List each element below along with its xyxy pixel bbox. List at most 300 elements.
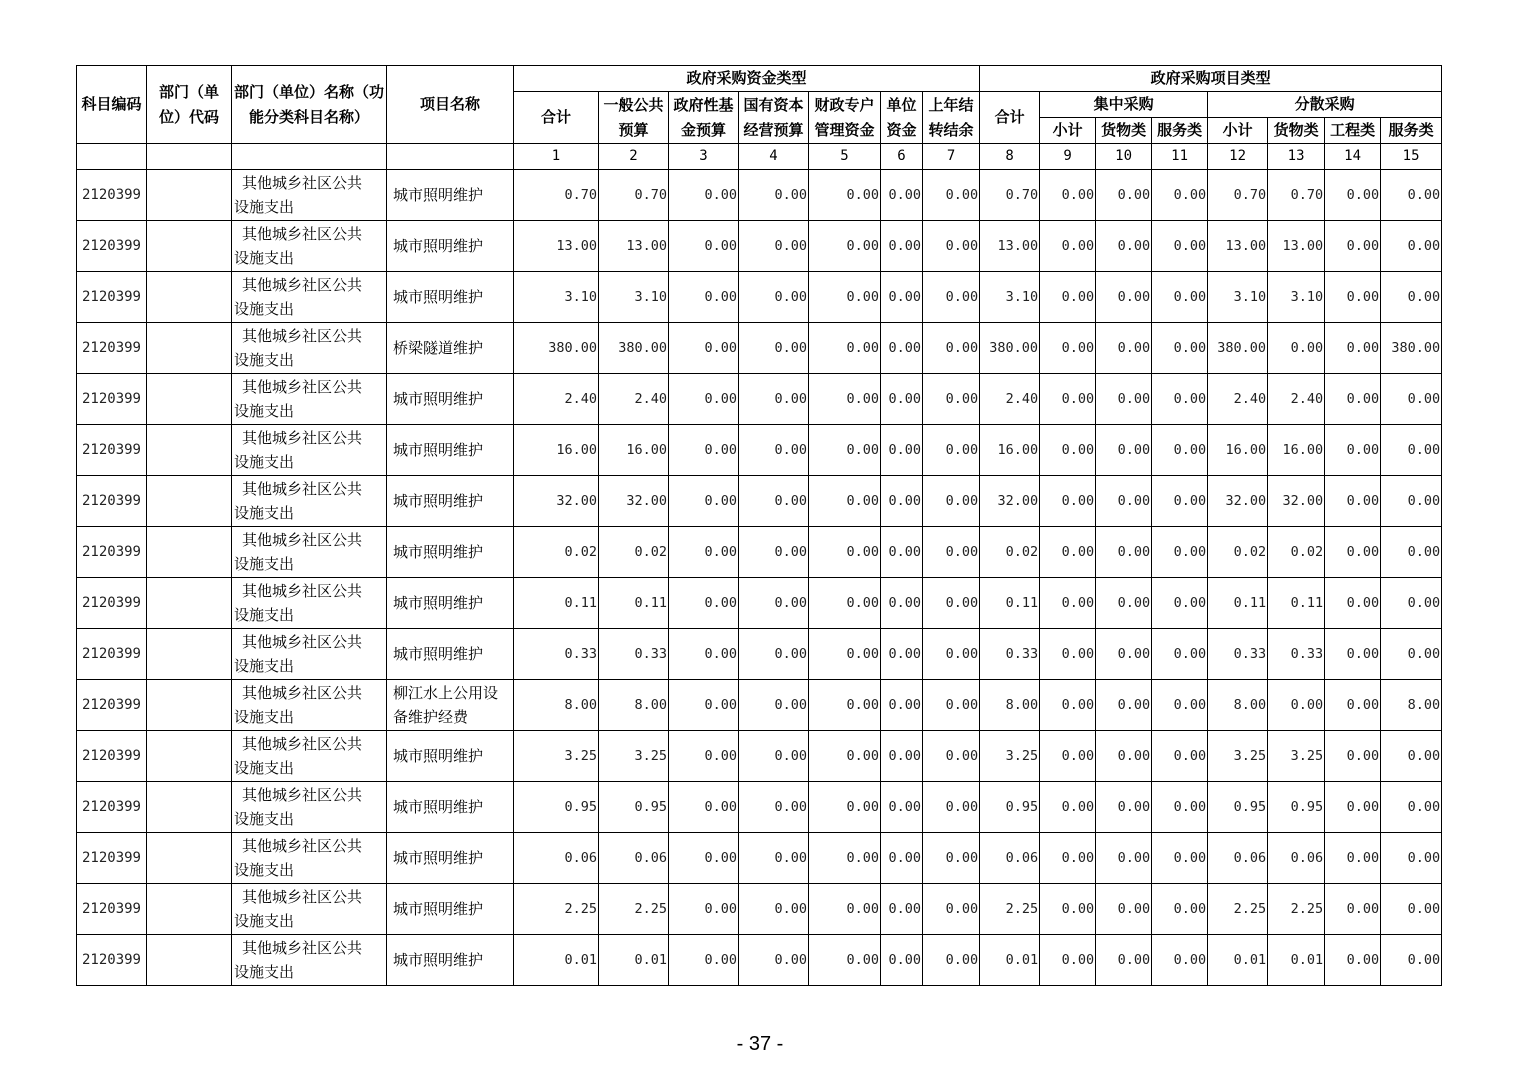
cell-subject-code: 2120399: [77, 578, 147, 629]
cell-value-col-12: 13.00: [1208, 221, 1268, 272]
cell-value-col-2: 3.25: [599, 731, 669, 782]
header-carryover: 上年结转结余: [923, 92, 980, 144]
column-number: 14: [1325, 144, 1381, 170]
cell-value-col-10: 0.00: [1096, 731, 1152, 782]
cell-dept-code: [147, 425, 232, 476]
cell-value-col-12: 0.70: [1208, 170, 1268, 221]
cell-value-col-13: 0.06: [1268, 833, 1325, 884]
cell-value-col-10: 0.00: [1096, 833, 1152, 884]
cell-value-col-12: 16.00: [1208, 425, 1268, 476]
cell-subject-code: 2120399: [77, 884, 147, 935]
cell-value-col-6: 0.00: [881, 272, 923, 323]
cell-value-col-5: 0.00: [809, 323, 881, 374]
table-body: [77, 170, 1442, 986]
cell-project-name: 城市照明维护: [387, 833, 514, 884]
cell-value-col-9: 0.00: [1040, 221, 1096, 272]
cell-value-col-11: 0.00: [1152, 221, 1208, 272]
cell-value-col-2: 0.11: [599, 578, 669, 629]
cell-value-col-11: 0.00: [1152, 629, 1208, 680]
cell-value-col-2: 13.00: [599, 221, 669, 272]
cell-value-col-14: 0.00: [1325, 731, 1381, 782]
page-number: - 37 -: [736, 1033, 784, 1055]
cell-value-col-9: 0.00: [1040, 884, 1096, 935]
cell-project-name: 城市照明维护: [387, 374, 514, 425]
cell-value-col-14: 0.00: [1325, 578, 1381, 629]
cell-value-col-8: 0.70: [980, 170, 1040, 221]
cell-dept-name-line2: 设施支出: [234, 810, 295, 828]
cell-value-col-3: 0.00: [669, 323, 739, 374]
table-header: [77, 66, 1442, 170]
cell-dept-code: [147, 680, 232, 731]
cell-dept-name: [232, 527, 387, 578]
cell-value-col-8: 3.10: [980, 272, 1040, 323]
cell-value-col-3: 0.00: [669, 170, 739, 221]
header-fund-type-group: 政府采购资金类型: [514, 66, 980, 92]
cell-value-col-1: 2.40: [514, 374, 599, 425]
cell-value-col-11: 0.00: [1152, 425, 1208, 476]
header-subject-code: 科目编码: [77, 66, 147, 144]
cell-value-col-3: 0.00: [669, 374, 739, 425]
cell-dept-name-line1: 其他城乡社区公共: [242, 582, 363, 600]
cell-value-col-13: 0.70: [1268, 170, 1325, 221]
cell-subject-code: 2120399: [77, 221, 147, 272]
cell-dept-name: [232, 476, 387, 527]
cell-dept-code: [147, 374, 232, 425]
cell-value-col-13: 0.00: [1268, 323, 1325, 374]
header-decentralized-group: 分散采购: [1208, 92, 1442, 118]
cell-value-col-2: 0.95: [599, 782, 669, 833]
cell-project-name: 城市照明维护: [387, 272, 514, 323]
cell-value-col-6: 0.00: [881, 884, 923, 935]
cell-project-name: 城市照明维护: [387, 629, 514, 680]
cell-value-col-9: 0.00: [1040, 476, 1096, 527]
cell-value-col-4: 0.00: [739, 833, 809, 884]
cell-value-col-15: 380.00: [1381, 323, 1442, 374]
cell-project-name: 城市照明维护: [387, 221, 514, 272]
cell-value-col-12: 3.25: [1208, 731, 1268, 782]
cell-value-col-1: 2.25: [514, 884, 599, 935]
cell-value-col-2: 0.06: [599, 833, 669, 884]
cell-value-col-8: 2.25: [980, 884, 1040, 935]
cell-value-col-4: 0.00: [739, 884, 809, 935]
cell-value-col-9: 0.00: [1040, 935, 1096, 986]
cell-value-col-5: 0.00: [809, 578, 881, 629]
cell-value-col-10: 0.00: [1096, 527, 1152, 578]
cell-value-col-5: 0.00: [809, 935, 881, 986]
cell-value-col-12: 8.00: [1208, 680, 1268, 731]
header-centralized-goods: 货物类: [1096, 118, 1152, 144]
cell-dept-name-line1: 其他城乡社区公共: [242, 327, 363, 345]
cell-value-col-15: 0.00: [1381, 884, 1442, 935]
cell-value-col-11: 0.00: [1152, 476, 1208, 527]
header-dept-name: 部门（单位）名称（功能分类科目名称）: [232, 66, 387, 144]
cell-dept-name-line1: 其他城乡社区公共: [242, 378, 363, 396]
table-row: [77, 323, 1442, 374]
cell-value-col-14: 0.00: [1325, 374, 1381, 425]
cell-value-col-8: 0.06: [980, 833, 1040, 884]
cell-value-col-3: 0.00: [669, 476, 739, 527]
cell-subject-code: 2120399: [77, 935, 147, 986]
cell-dept-code: [147, 221, 232, 272]
header-decentralized-works: 工程类: [1325, 118, 1381, 144]
cell-value-col-11: 0.00: [1152, 527, 1208, 578]
cell-value-col-4: 0.00: [739, 731, 809, 782]
column-number: 6: [881, 144, 923, 170]
cell-dept-name-line1: 其他城乡社区公共: [242, 225, 363, 243]
cell-dept-name-line2: 设施支出: [234, 555, 295, 573]
cell-subject-code: 2120399: [77, 680, 147, 731]
cell-dept-code: [147, 476, 232, 527]
cell-dept-code: [147, 629, 232, 680]
cell-value-col-3: 0.00: [669, 782, 739, 833]
cell-value-col-10: 0.00: [1096, 221, 1152, 272]
cell-value-col-9: 0.00: [1040, 833, 1096, 884]
cell-value-col-9: 0.00: [1040, 527, 1096, 578]
cell-project-name: 城市照明维护: [387, 578, 514, 629]
cell-value-col-2: 3.10: [599, 272, 669, 323]
cell-value-col-1: 13.00: [514, 221, 599, 272]
cell-value-col-2: 8.00: [599, 680, 669, 731]
cell-value-col-15: 8.00: [1381, 680, 1442, 731]
table-row: [77, 629, 1442, 680]
cell-value-col-12: 0.33: [1208, 629, 1268, 680]
cell-dept-code: [147, 935, 232, 986]
cell-value-col-7: 0.00: [923, 323, 980, 374]
cell-value-col-14: 0.00: [1325, 680, 1381, 731]
cell-value-col-6: 0.00: [881, 425, 923, 476]
cell-value-col-3: 0.00: [669, 680, 739, 731]
cell-dept-code: [147, 170, 232, 221]
cell-value-col-14: 0.00: [1325, 884, 1381, 935]
cell-value-col-6: 0.00: [881, 731, 923, 782]
cell-value-col-1: 3.10: [514, 272, 599, 323]
cell-value-col-15: 0.00: [1381, 731, 1442, 782]
header-centralized-services: 服务类: [1152, 118, 1208, 144]
cell-value-col-14: 0.00: [1325, 782, 1381, 833]
header-project-name: 项目名称: [387, 66, 514, 144]
cell-value-col-10: 0.00: [1096, 680, 1152, 731]
cell-value-col-1: 380.00: [514, 323, 599, 374]
cell-value-col-5: 0.00: [809, 731, 881, 782]
cell-dept-name-line2: 设施支出: [234, 198, 295, 216]
cell-value-col-15: 0.00: [1381, 221, 1442, 272]
cell-value-col-4: 0.00: [739, 272, 809, 323]
table-row: [77, 680, 1442, 731]
cell-value-col-5: 0.00: [809, 884, 881, 935]
cell-dept-name: [232, 935, 387, 986]
cell-value-col-13: 0.11: [1268, 578, 1325, 629]
cell-value-col-6: 0.00: [881, 782, 923, 833]
cell-value-col-12: 0.02: [1208, 527, 1268, 578]
cell-dept-name-line1: 其他城乡社区公共: [242, 837, 363, 855]
cell-dept-name-line1: 其他城乡社区公共: [242, 735, 363, 753]
cell-dept-name-line2: 设施支出: [234, 861, 295, 879]
cell-value-col-13: 0.33: [1268, 629, 1325, 680]
column-number: 1: [514, 144, 599, 170]
cell-value-col-14: 0.00: [1325, 476, 1381, 527]
cell-value-col-2: 32.00: [599, 476, 669, 527]
cell-value-col-5: 0.00: [809, 476, 881, 527]
table-row: [77, 425, 1442, 476]
cell-value-col-4: 0.00: [739, 782, 809, 833]
cell-value-col-15: 0.00: [1381, 782, 1442, 833]
column-number: 13: [1268, 144, 1325, 170]
cell-value-col-6: 0.00: [881, 935, 923, 986]
cell-value-col-14: 0.00: [1325, 527, 1381, 578]
cell-value-col-10: 0.00: [1096, 782, 1152, 833]
cell-value-col-14: 0.00: [1325, 221, 1381, 272]
cell-value-col-6: 0.00: [881, 629, 923, 680]
cell-subject-code: 2120399: [77, 374, 147, 425]
cell-dept-name-line1: 其他城乡社区公共: [242, 633, 363, 651]
cell-value-col-9: 0.00: [1040, 578, 1096, 629]
cell-value-col-15: 0.00: [1381, 935, 1442, 986]
table-row: [77, 935, 1442, 986]
cell-value-col-12: 32.00: [1208, 476, 1268, 527]
cell-value-col-7: 0.00: [923, 374, 980, 425]
cell-project-name: 城市照明维护: [387, 425, 514, 476]
cell-subject-code: 2120399: [77, 323, 147, 374]
cell-value-col-8: 0.01: [980, 935, 1040, 986]
header-general-budget: 一般公共预算: [599, 92, 669, 144]
cell-value-col-9: 0.00: [1040, 425, 1096, 476]
cell-value-col-2: 380.00: [599, 323, 669, 374]
cell-value-col-13: 16.00: [1268, 425, 1325, 476]
cell-value-col-11: 0.00: [1152, 272, 1208, 323]
cell-subject-code: 2120399: [77, 782, 147, 833]
cell-value-col-4: 0.00: [739, 629, 809, 680]
cell-value-col-12: 0.01: [1208, 935, 1268, 986]
header-decentralized-services: 服务类: [1381, 118, 1442, 144]
cell-dept-name-line2: 设施支出: [234, 708, 295, 726]
cell-value-col-7: 0.00: [923, 782, 980, 833]
cell-value-col-5: 0.00: [809, 272, 881, 323]
table-row: [77, 374, 1442, 425]
cell-project-name: 城市照明维护: [387, 782, 514, 833]
cell-value-col-13: 2.40: [1268, 374, 1325, 425]
header-decentralized-subtotal: 小计: [1208, 118, 1268, 144]
cell-value-col-10: 0.00: [1096, 884, 1152, 935]
cell-value-col-6: 0.00: [881, 221, 923, 272]
cell-value-col-7: 0.00: [923, 935, 980, 986]
cell-project-name: 城市照明维护: [387, 527, 514, 578]
cell-value-col-9: 0.00: [1040, 731, 1096, 782]
cell-value-col-11: 0.00: [1152, 323, 1208, 374]
header-project-type-group: 政府采购项目类型: [980, 66, 1442, 92]
cell-value-col-4: 0.00: [739, 578, 809, 629]
cell-value-col-4: 0.00: [739, 476, 809, 527]
cell-dept-name-line1: 其他城乡社区公共: [242, 888, 363, 906]
cell-dept-name-line2: 设施支出: [234, 351, 295, 369]
cell-value-col-6: 0.00: [881, 578, 923, 629]
cell-value-col-10: 0.00: [1096, 425, 1152, 476]
cell-dept-code: [147, 272, 232, 323]
cell-value-col-9: 0.00: [1040, 782, 1096, 833]
cell-value-col-3: 0.00: [669, 527, 739, 578]
cell-dept-name: [232, 170, 387, 221]
cell-value-col-9: 0.00: [1040, 629, 1096, 680]
cell-value-col-5: 0.00: [809, 680, 881, 731]
cell-value-col-12: 0.06: [1208, 833, 1268, 884]
column-number: 10: [1096, 144, 1152, 170]
cell-value-col-6: 0.00: [881, 170, 923, 221]
cell-value-col-1: 0.02: [514, 527, 599, 578]
cell-value-col-1: 3.25: [514, 731, 599, 782]
cell-value-col-9: 0.00: [1040, 374, 1096, 425]
cell-value-col-12: 0.95: [1208, 782, 1268, 833]
cell-dept-name-line2: 设施支出: [234, 657, 295, 675]
cell-value-col-7: 0.00: [923, 578, 980, 629]
cell-dept-code: [147, 527, 232, 578]
cell-value-col-3: 0.00: [669, 731, 739, 782]
cell-project-name: 城市照明维护: [387, 731, 514, 782]
cell-subject-code: 2120399: [77, 833, 147, 884]
cell-dept-code: [147, 884, 232, 935]
cell-value-col-4: 0.00: [739, 425, 809, 476]
header-fund-total: 合计: [514, 92, 599, 144]
cell-value-col-7: 0.00: [923, 425, 980, 476]
cell-dept-name-line1: 其他城乡社区公共: [242, 939, 363, 957]
cell-dept-code: [147, 323, 232, 374]
header-unit-funds: 单位资金: [881, 92, 923, 144]
cell-dept-name: [232, 629, 387, 680]
header-number-blank: [232, 144, 387, 170]
cell-dept-name: [232, 782, 387, 833]
cell-value-col-13: 0.95: [1268, 782, 1325, 833]
cell-value-col-8: 32.00: [980, 476, 1040, 527]
cell-dept-name-line1: 其他城乡社区公共: [242, 684, 363, 702]
cell-dept-name-line2: 设施支出: [234, 504, 295, 522]
cell-value-col-13: 0.01: [1268, 935, 1325, 986]
header-number-blank: [77, 144, 147, 170]
cell-dept-name-line2: 设施支出: [234, 249, 295, 267]
cell-value-col-1: 0.11: [514, 578, 599, 629]
cell-value-col-4: 0.00: [739, 935, 809, 986]
cell-value-col-10: 0.00: [1096, 170, 1152, 221]
column-number: 11: [1152, 144, 1208, 170]
cell-dept-name-line1: 其他城乡社区公共: [242, 429, 363, 447]
cell-value-col-6: 0.00: [881, 527, 923, 578]
cell-subject-code: 2120399: [77, 476, 147, 527]
cell-value-col-8: 0.95: [980, 782, 1040, 833]
cell-value-col-6: 0.00: [881, 680, 923, 731]
cell-value-col-15: 0.00: [1381, 578, 1442, 629]
cell-value-col-10: 0.00: [1096, 476, 1152, 527]
cell-value-col-7: 0.00: [923, 731, 980, 782]
header-gov-fund-budget: 政府性基金预算: [669, 92, 739, 144]
header-column-numbers: [77, 144, 1442, 170]
column-number: 3: [669, 144, 739, 170]
cell-project-name: 城市照明维护: [387, 170, 514, 221]
cell-value-col-15: 0.00: [1381, 170, 1442, 221]
cell-subject-code: 2120399: [77, 425, 147, 476]
cell-value-col-15: 0.00: [1381, 833, 1442, 884]
cell-value-col-14: 0.00: [1325, 629, 1381, 680]
cell-value-col-15: 0.00: [1381, 425, 1442, 476]
cell-value-col-10: 0.00: [1096, 272, 1152, 323]
cell-value-col-8: 16.00: [980, 425, 1040, 476]
cell-value-col-8: 380.00: [980, 323, 1040, 374]
cell-value-col-13: 3.10: [1268, 272, 1325, 323]
cell-value-col-12: 0.11: [1208, 578, 1268, 629]
cell-value-col-3: 0.00: [669, 629, 739, 680]
header-state-capital-budget: 国有资本经营预算: [739, 92, 809, 144]
cell-value-col-11: 0.00: [1152, 680, 1208, 731]
cell-value-col-4: 0.00: [739, 221, 809, 272]
cell-value-col-8: 3.25: [980, 731, 1040, 782]
cell-value-col-11: 0.00: [1152, 884, 1208, 935]
cell-value-col-3: 0.00: [669, 425, 739, 476]
table-row: [77, 272, 1442, 323]
header-fiscal-account-funds: 财政专户管理资金: [809, 92, 881, 144]
cell-dept-code: [147, 833, 232, 884]
header-centralized-subtotal: 小计: [1040, 118, 1096, 144]
cell-project-name: 城市照明维护: [387, 935, 514, 986]
cell-dept-name: [232, 680, 387, 731]
cell-subject-code: 2120399: [77, 272, 147, 323]
cell-dept-code: [147, 578, 232, 629]
cell-dept-name: [232, 425, 387, 476]
cell-value-col-10: 0.00: [1096, 629, 1152, 680]
cell-value-col-2: 0.70: [599, 170, 669, 221]
cell-value-col-5: 0.00: [809, 833, 881, 884]
cell-dept-name: [232, 884, 387, 935]
column-number: 2: [599, 144, 669, 170]
table-row: [77, 578, 1442, 629]
cell-value-col-7: 0.00: [923, 476, 980, 527]
cell-dept-name-line2: 设施支出: [234, 912, 295, 930]
cell-value-col-14: 0.00: [1325, 425, 1381, 476]
cell-subject-code: 2120399: [77, 731, 147, 782]
cell-value-col-12: 2.25: [1208, 884, 1268, 935]
cell-value-col-15: 0.00: [1381, 476, 1442, 527]
cell-value-col-9: 0.00: [1040, 323, 1096, 374]
cell-value-col-6: 0.00: [881, 833, 923, 884]
cell-value-col-8: 0.02: [980, 527, 1040, 578]
cell-dept-name: [232, 272, 387, 323]
cell-value-col-2: 2.40: [599, 374, 669, 425]
cell-subject-code: 2120399: [77, 170, 147, 221]
cell-value-col-4: 0.00: [739, 527, 809, 578]
cell-value-col-14: 0.00: [1325, 323, 1381, 374]
cell-value-col-1: 0.70: [514, 170, 599, 221]
cell-value-col-8: 8.00: [980, 680, 1040, 731]
cell-value-col-1: 0.01: [514, 935, 599, 986]
cell-value-col-5: 0.00: [809, 782, 881, 833]
cell-value-col-12: 380.00: [1208, 323, 1268, 374]
cell-dept-name-line1: 其他城乡社区公共: [242, 276, 363, 294]
cell-value-col-11: 0.00: [1152, 833, 1208, 884]
cell-value-col-6: 0.00: [881, 323, 923, 374]
cell-value-col-13: 0.02: [1268, 527, 1325, 578]
cell-value-col-3: 0.00: [669, 833, 739, 884]
cell-dept-name-line2: 设施支出: [234, 963, 295, 981]
cell-value-col-7: 0.00: [923, 680, 980, 731]
cell-value-col-13: 13.00: [1268, 221, 1325, 272]
cell-value-col-11: 0.00: [1152, 374, 1208, 425]
cell-value-col-15: 0.00: [1381, 629, 1442, 680]
cell-value-col-1: 0.33: [514, 629, 599, 680]
cell-value-col-8: 0.33: [980, 629, 1040, 680]
column-number: 7: [923, 144, 980, 170]
cell-value-col-12: 3.10: [1208, 272, 1268, 323]
header-centralized-group: 集中采购: [1040, 92, 1208, 118]
cell-dept-name-line1: 其他城乡社区公共: [242, 531, 363, 549]
cell-value-col-10: 0.00: [1096, 578, 1152, 629]
table-row: [77, 833, 1442, 884]
cell-value-col-4: 0.00: [739, 680, 809, 731]
table-row: [77, 221, 1442, 272]
